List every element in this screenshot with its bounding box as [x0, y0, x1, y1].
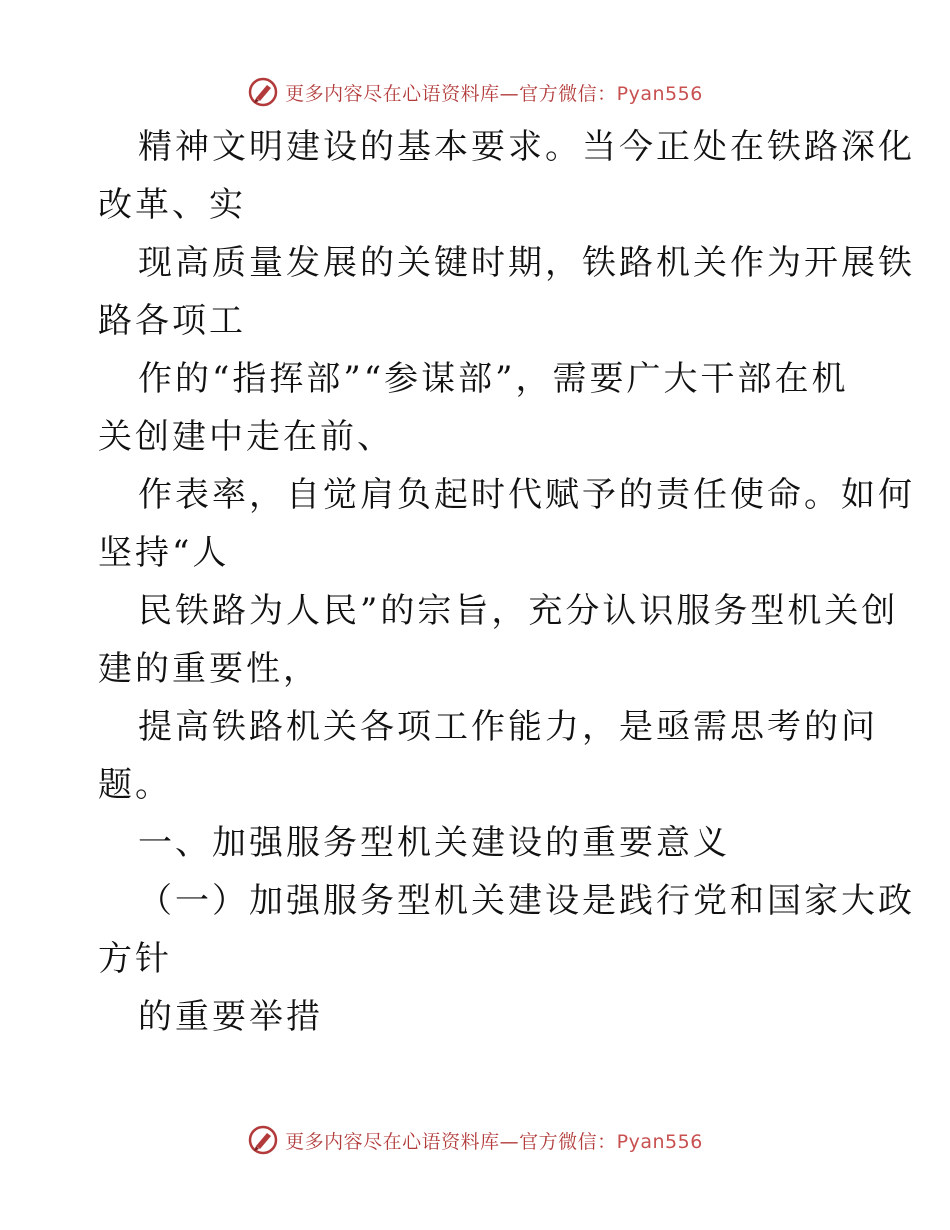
text-line: 关创建中走在前、: [98, 417, 394, 457]
pen-logo-icon: [247, 76, 279, 108]
text-line: 提高铁路机关各项工作能力，是亟需思考的问: [138, 707, 878, 747]
text-line: 作的“指挥部”“参谋部”，需要广大干部在机: [138, 359, 849, 399]
subsection-heading: （一）加强服务型机关建设是践行党和国家大政: [138, 881, 915, 921]
text-line: 民铁路为人民”的宗旨，充分认识服务型机关创: [138, 591, 899, 631]
text-line: 现高质量发展的关键时期，铁路机关作为开展铁: [138, 243, 915, 283]
text-line: 题。: [98, 765, 172, 805]
text-line: 作表率，自觉肩负起时代赋予的责任使命。如何: [138, 475, 915, 515]
footer-watermark: [0, 1120, 950, 1160]
text-line: 精神文明建设的基本要求。当今正处在铁路深化: [138, 127, 915, 167]
section-heading: 一、加强服务型机关建设的重要意义: [138, 823, 730, 863]
text-line: 路各项工: [98, 301, 246, 341]
document-body: [98, 118, 915, 1046]
text-line: 改革、实: [98, 185, 246, 225]
text-line: 坚持“人: [98, 533, 230, 573]
header-watermark: [0, 72, 950, 112]
pen-logo-icon: [247, 1124, 279, 1156]
text-line: 方针: [98, 939, 172, 979]
watermark-text: 更多内容尽在心语资料库—官方微信：Pyan556: [285, 82, 703, 105]
watermark-text: 更多内容尽在心语资料库—官方微信：Pyan556: [285, 1130, 703, 1153]
text-line: 建的重要性，: [98, 649, 320, 689]
text-line: 的重要举措: [138, 997, 323, 1037]
